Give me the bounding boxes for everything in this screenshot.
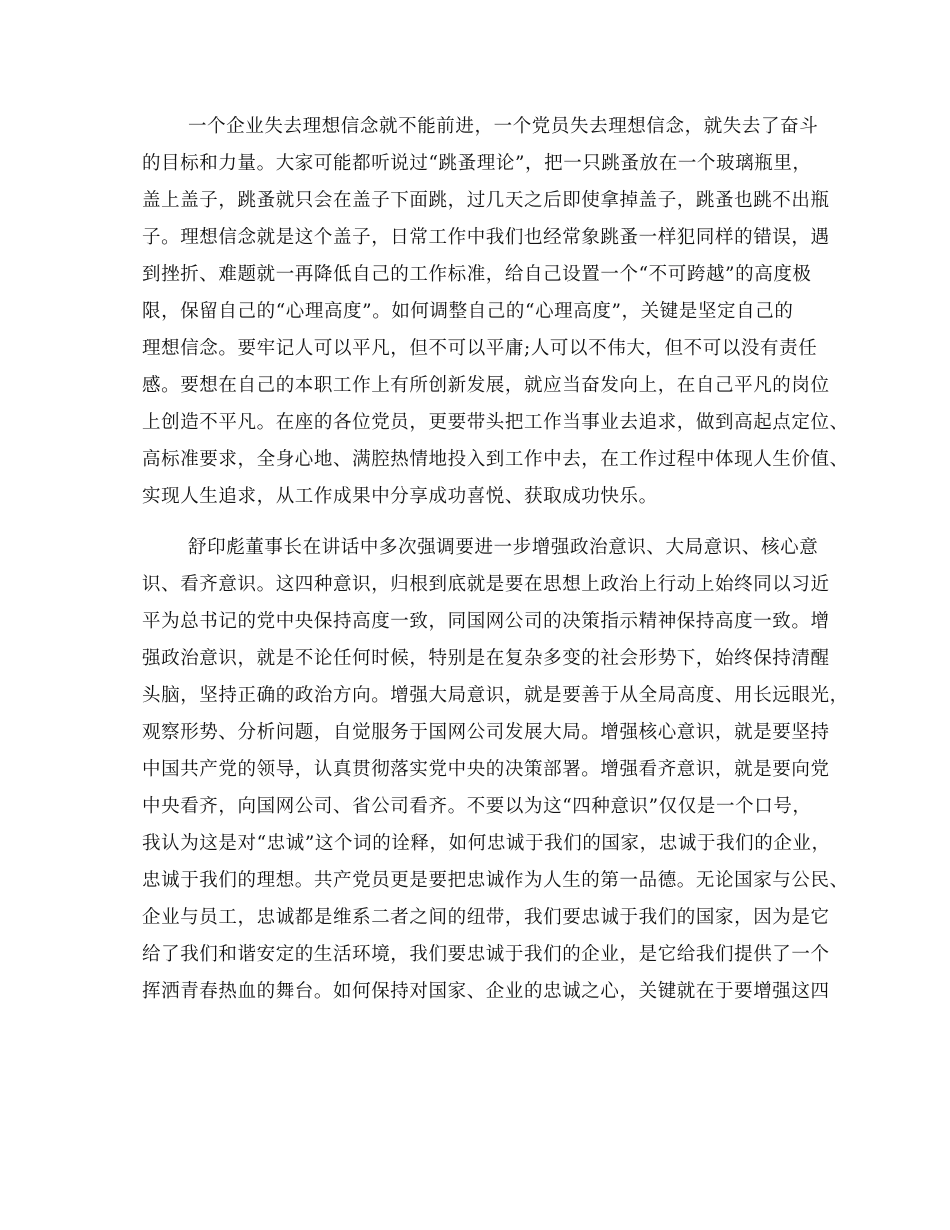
paragraph-1-line-8: 感。要想在自己的本职工作上有所创新发展，就应当奋发向上，在自己平凡的岗位	[142, 375, 830, 396]
paragraph-1-line-7: 理想信念。要牢记人可以平凡，但不可以平庸;人可以不伟大，但不可以没有责任	[142, 338, 818, 359]
paragraph-2-line-5: 头脑，坚持正确的政治方向。增强大局意识，就是要善于从全局高度、用长远眼光，	[142, 685, 849, 706]
paragraph-1-line-4: 子。理想信念就是这个盖子，日常工作中我们也经常象跳蚤一样犯同样的错误，遇	[142, 227, 830, 248]
paragraph-2-line-10: 忠诚于我们的理想。共产党员更是要把忠诚作为人生的第一品德。无论国家与公民、	[142, 870, 849, 891]
paragraph-1-line-3: 盖上盖子，跳蚤就只会在盖子下面跳，过几天之后即使拿掉盖子，跳蚤也跳不出瓶	[142, 190, 830, 211]
paragraph-2-line-3: 平为总书记的党中央保持高度一致，同国网公司的决策指示精神保持高度一致。增	[142, 611, 830, 632]
paragraph-1-line-6: 限，保留自己的“心理高度”。如何调整自己的“心理高度”，关键是坚定自己的	[142, 301, 794, 322]
paragraph-1-line-9: 上创造不平凡。在座的各位党员，更要带头把工作当事业去追求，做到高起点定位、	[142, 412, 849, 433]
paragraph-2-line-8: 中央看齐，向国网公司、省公司看齐。不要以为这“四种意识”仅仅是一个口号，	[142, 796, 812, 817]
paragraph-2-line-12: 给了我们和谐安定的生活环境，我们要忠诚于我们的企业，是它给我们提供了一个	[142, 944, 830, 965]
paragraph-2-line-9: 我认为这是对“忠诚”这个词的诠释，如何忠诚于我们的国家，忠诚于我们的企业，	[142, 833, 831, 854]
paragraph-1-line-2: 的目标和力量。大家可能都听说过“跳蚤理论”，把一只跳蚤放在一个玻璃瓶里，	[142, 153, 812, 174]
paragraph-1-line-11: 实现人生追求，从工作成果中分享成功喜悦、获取成功快乐。	[142, 486, 658, 507]
paragraph-2-line-1: 舒印彪董事长在讲话中多次强调要进一步增强政治意识、大局意识、核心意	[188, 537, 819, 558]
paragraph-2-line-2: 识、看齐意识。这四种意识，归根到底就是要在思想上政治上行动上始终同以习近	[142, 574, 830, 595]
paragraph-1-line-10: 高标准要求，全身心地、满腔热情地投入到工作中去，在工作过程中体现人生价值、	[142, 449, 849, 470]
paragraph-1-line-1: 一个企业失去理想信念就不能前进，一个党员失去理想信念，就失去了奋斗	[188, 116, 819, 137]
paragraph-2-line-11: 企业与员工，忠诚都是维系二者之间的纽带，我们要忠诚于我们的国家，因为是它	[142, 907, 830, 928]
paragraph-2-line-4: 强政治意识，就是不论任何时候，特别是在复杂多变的社会形势下，始终保持清醒	[142, 648, 830, 669]
paragraph-1-line-5: 到挫折、难题就一再降低自己的工作标准，给自己设置一个“不可跨越”的高度极	[142, 264, 812, 285]
paragraph-2-line-7: 中国共产党的领导，认真贯彻落实党中央的决策部署。增强看齐意识，就是要向党	[142, 759, 830, 780]
paragraph-2-line-13: 挥洒青春热血的舞台。如何保持对国家、企业的忠诚之心，关键就在于要增强这四	[142, 981, 830, 1002]
paragraph-2-line-6: 观察形势、分析问题，自觉服务于国网公司发展大局。增强核心意识，就是要坚持	[142, 722, 830, 743]
